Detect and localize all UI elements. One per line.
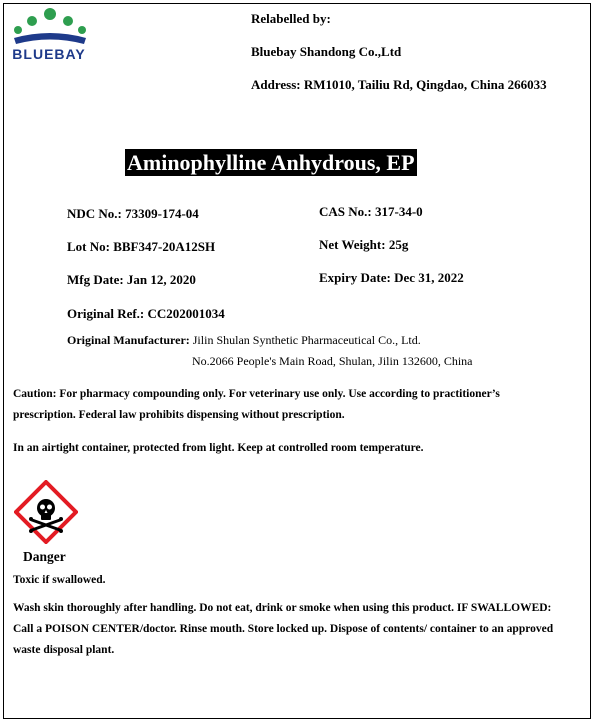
precaution-line-1: Wash skin thoroughly after handling. Do not eat, drink or smoke when using this product. IF SWALLOWED: [13, 602, 552, 614]
cas-value: 317-34-0 [374, 204, 423, 219]
hazard-statement: Toxic if swallowed. [13, 574, 106, 586]
precaution-text [13, 598, 583, 661]
precaution-line-2: Call a POISON CENTER/doctor. Rinse mouth. Store locked up. Dispose of contents/ container to an approved [13, 623, 554, 635]
ndc-label: NDC No.: [67, 206, 126, 221]
net-weight-label: Net Weight: [319, 237, 389, 252]
original-manufacturer-name: Jilin Shulan Synthetic Pharmaceutical Co., Ltd. [192, 333, 421, 347]
cas-field [319, 204, 423, 220]
original-ref-field [67, 306, 225, 322]
net-weight-value: 25g [388, 237, 409, 252]
mfg-date-value: Jan 12, 2020 [126, 272, 196, 287]
mfg-date-field [67, 272, 196, 288]
expiry-date-field [319, 270, 464, 286]
relabelled-by-label: Relabelled by: [251, 11, 331, 26]
cas-label: CAS No.: [319, 204, 375, 219]
skull-crossbones-icon [14, 480, 78, 544]
ndc-field [67, 206, 199, 222]
company-address: Address: RM1010, Tailiu Rd, Qingdao, China 266033 [251, 77, 547, 92]
caution-text [13, 384, 583, 426]
net-weight-field [319, 237, 408, 253]
ndc-value: 73309-174-04 [125, 206, 199, 221]
expiry-date-label: Expiry Date: [319, 270, 395, 285]
original-manufacturer-address: No.2066 People's Main Road, Shulan, Jilin 132600, China [192, 354, 473, 368]
mfg-date-label: Mfg Date: [67, 272, 127, 287]
original-manufacturer-label: Original Manufacturer: [67, 333, 193, 347]
product-title: Aminophylline Anhydrous, EP [127, 150, 415, 175]
storage-text: In an airtight container, protected from light. Keep at controlled room temperature. [13, 442, 424, 454]
lot-value: BBF347-20A12SH [113, 239, 216, 254]
caution-line-1: Caution: For pharmacy compounding only. For veterinary use only. Use according to practitioner’s [13, 388, 500, 400]
lot-label: Lot No: [67, 239, 114, 254]
company-name: Bluebay Shandong Co.,Ltd [251, 44, 402, 59]
expiry-date-value: Dec 31, 2022 [394, 270, 464, 285]
original-manufacturer-field [67, 333, 421, 348]
signal-word: Danger [23, 549, 66, 564]
original-ref-label: Original Ref.: [67, 306, 148, 321]
brand-name: BLUEBAY [12, 46, 86, 62]
precaution-line-3: waste disposal plant. [13, 644, 115, 656]
original-ref-value: CC202001034 [147, 306, 225, 321]
caution-line-2: prescription. Federal law prohibits dispensing without prescription. [13, 409, 345, 421]
lot-field [67, 239, 215, 255]
